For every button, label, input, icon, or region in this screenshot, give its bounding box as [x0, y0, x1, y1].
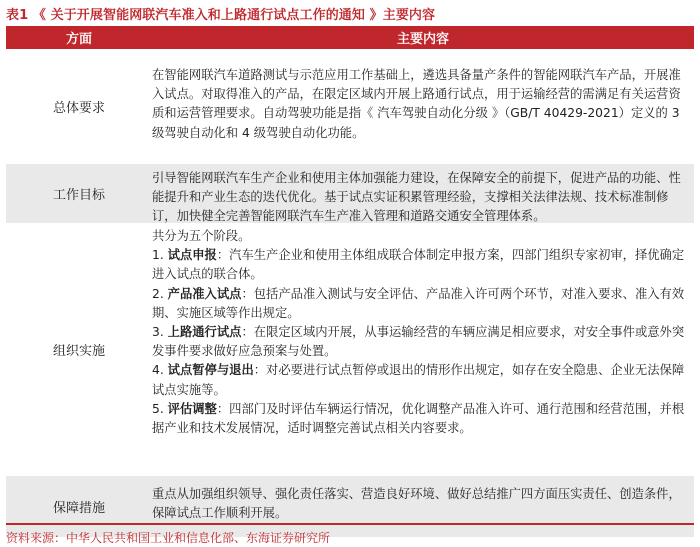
source-note: 资料来源：中华人民共和国工业和信息化部、东海证券研究所 [6, 523, 694, 546]
row-aspect: 总体要求 [52, 100, 105, 116]
stage-item [152, 246, 686, 284]
stage-text: ：四部门及时评估车辆运行情况，优化调整产品准入许可、通行范围和经营范围，并根据产业和技术发展情况，适时调整完善试点相关内容要求。 [152, 401, 685, 436]
stages-intro: 共分为五个阶段。 [152, 229, 251, 243]
row-content: 重点从加强组织领导、强化责任落实、营造良好环境、做好总结推广四方面压实责任、创造条件，保障试点工作顺利开展。 [152, 487, 681, 521]
stage-number: 5. [152, 401, 164, 416]
stage-number: 4. [152, 363, 164, 378]
stage-text: ：在限定区域内开展，从事运输经营的车辆应满足相应要求，对安全事件或意外突发事件要求做好应急预案与处置。 [152, 325, 685, 359]
stage-name: 上路通行试点 [167, 325, 242, 340]
table-title: 表1 《 关于开展智能网联汽车准入和上路通行试点工作的通知 》主要内容 [6, 8, 436, 23]
stage-item [152, 361, 686, 399]
table-row-implementation [6, 224, 694, 476]
stage-number: 2. [152, 286, 164, 301]
table-row-general [6, 49, 694, 164]
policy-table [6, 26, 694, 538]
stage-number: 3. [152, 325, 164, 340]
row-content: 引导智能网联汽车生产企业和使用主体加强能力建设，在保障安全的前提下，促进产品的功能、性能提升和产业生态的迭代优化。基于试点实证积累管理经验，支撑相关法律法规、技术标准制修订，加快健全完善智能网联汽车生产准入管理和道路交通安全管理体系。 [152, 171, 681, 224]
stage-item [152, 285, 686, 323]
stage-number: 1. [152, 248, 164, 263]
row-content: 在智能网联汽车道路测试与示范应用工作基础上，遴选具备量产条件的智能网联汽车产品，开展准入试点。对取得准入的产品，在限定区域内开展上路通行试点，用于运输经营的需满足有关运营资质和运营管理要求。自动驾驶功能是指《 汽车驾驶自动化分级 》（GB/T 40429-2021）定义的 3 级驾驶自动化和 4 级驾驶自动化功能。 [152, 68, 681, 140]
row-content [152, 224, 694, 475]
table-row-goals [6, 164, 694, 224]
stage-name: 试点申报 [167, 248, 217, 263]
stage-name: 评估调整 [167, 401, 217, 416]
stage-name: 试点暂停与退出 [167, 363, 254, 378]
stage-text: ：汽车生产企业和使用主体组成联合体制定申报方案，四部门组织专家初审，择优确定进入试点的联合体。 [152, 248, 685, 282]
row-aspect: 组织实施 [52, 344, 105, 359]
stage-item [152, 400, 686, 438]
row-aspect: 保障措施 [52, 501, 105, 516]
stage-item [152, 323, 686, 361]
table-header [6, 26, 694, 49]
header-aspect: 方面 [65, 32, 92, 47]
stage-text: ：对必要进行试点暂停或退出的情形作出规定，如存在安全隐患、企业无法保障试点实施等。 [152, 363, 685, 397]
stage-text: ：包括产品准入测试与安全评估、产品准入许可两个环节，对准入要求、准入有效期、实施区域等作出规定。 [152, 286, 685, 320]
header-content: 主要内容 [396, 32, 449, 47]
row-aspect: 工作目标 [52, 188, 105, 203]
stage-name: 产品准入试点 [167, 286, 242, 301]
